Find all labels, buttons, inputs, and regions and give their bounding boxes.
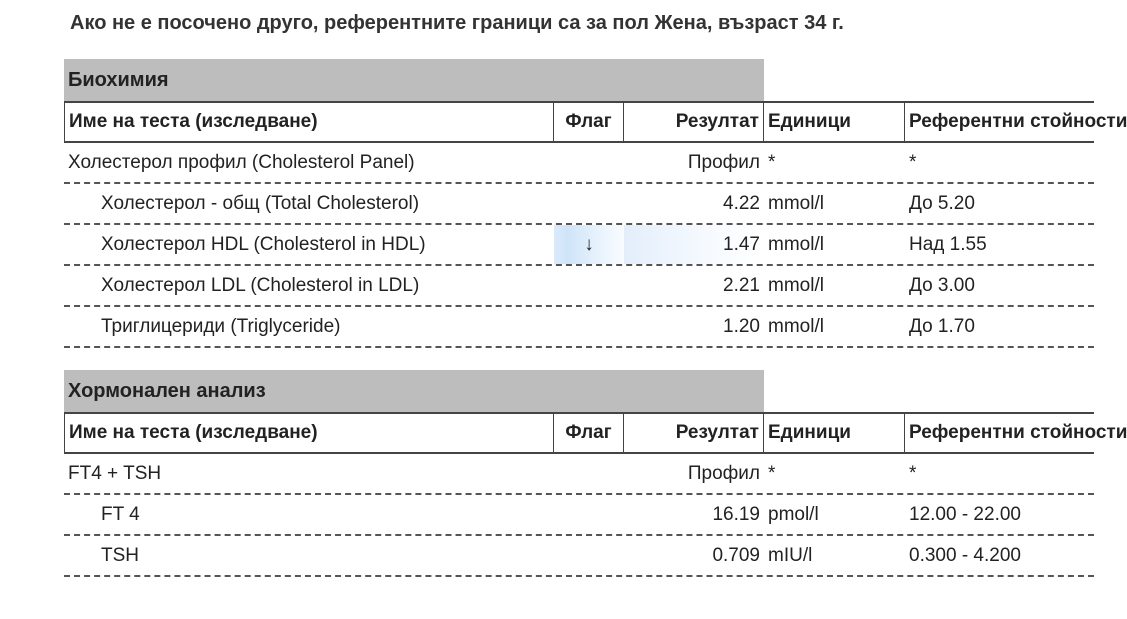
test-result: 1.47 <box>624 225 764 264</box>
test-reference: До 3.00 <box>909 275 975 296</box>
header-result: Резултат <box>624 414 764 452</box>
test-units: * <box>768 463 776 484</box>
test-flag <box>554 307 624 346</box>
test-result: 16.19 <box>712 504 760 525</box>
test-flag <box>554 184 624 223</box>
header-units: Единици <box>764 414 905 452</box>
header-result: Резултат <box>624 103 764 141</box>
section-biochemistry <box>64 59 1127 348</box>
test-flag <box>554 454 624 493</box>
table-header <box>64 101 1127 143</box>
test-result: 2.21 <box>723 275 760 296</box>
table-row <box>64 454 1094 495</box>
section-title: Хормонален анализ <box>64 370 764 412</box>
table-row <box>64 225 1094 266</box>
test-result: 4.22 <box>723 193 760 214</box>
test-flag <box>554 495 624 534</box>
reference-note: Ако не е посочено друго, референтните граници са за пол Жена, възраст 34 г. <box>70 12 844 34</box>
header-flag: Флаг <box>554 414 624 452</box>
test-flag <box>554 536 624 575</box>
test-name: Триглицериди (Triglyceride) <box>101 316 341 337</box>
section-title: Биохимия <box>64 59 764 101</box>
test-result: Профил <box>687 463 760 484</box>
test-reference: * <box>909 463 917 484</box>
test-reference: Над 1.55 <box>909 234 987 255</box>
test-units: mmol/l <box>768 193 824 214</box>
header-reference: Референтни стойности <box>909 111 1127 132</box>
test-result: 1.20 <box>723 316 760 337</box>
test-result: Профил <box>687 152 760 173</box>
test-units: mIU/l <box>768 545 813 566</box>
low-flag-arrow-icon: ↓ <box>554 225 624 264</box>
test-reference: * <box>909 152 917 173</box>
test-name: TSH <box>101 545 139 566</box>
test-reference: 0.300 - 4.200 <box>909 545 1021 566</box>
header-reference: Референтни стойности <box>909 422 1127 443</box>
test-name: FT4 + TSH <box>68 463 162 484</box>
table-row <box>64 536 1094 577</box>
table-row <box>64 307 1094 348</box>
section-hormonal <box>64 370 1127 577</box>
table-header <box>64 412 1127 454</box>
test-units: mmol/l <box>768 234 824 255</box>
test-flag <box>554 143 624 182</box>
test-name: Холестерол профил (Cholesterol Panel) <box>68 152 415 173</box>
test-name: Холестерол LDL (Cholesterol in LDL) <box>101 275 420 296</box>
table-row <box>64 184 1094 225</box>
test-name: FT 4 <box>101 504 140 525</box>
test-units: mmol/l <box>768 275 824 296</box>
test-name: Холестерол - общ (Total Cholesterol) <box>101 193 420 214</box>
header-name: Име на теста (изследване) <box>64 414 554 452</box>
table-row <box>64 495 1094 536</box>
test-reference: До 1.70 <box>909 316 975 337</box>
header-flag: Флаг <box>554 103 624 141</box>
test-units: * <box>768 152 776 173</box>
table-row <box>64 266 1094 307</box>
test-result: 0.709 <box>712 545 760 566</box>
test-flag <box>554 266 624 305</box>
header-name: Име на теста (изследване) <box>64 103 554 141</box>
table-row <box>64 143 1094 184</box>
test-reference: До 5.20 <box>909 193 975 214</box>
header-units: Единици <box>764 103 905 141</box>
test-units: pmol/l <box>768 504 819 525</box>
test-name: Холестерол HDL (Cholesterol in HDL) <box>101 234 426 255</box>
test-reference: 12.00 - 22.00 <box>909 504 1021 525</box>
test-units: mmol/l <box>768 316 824 337</box>
